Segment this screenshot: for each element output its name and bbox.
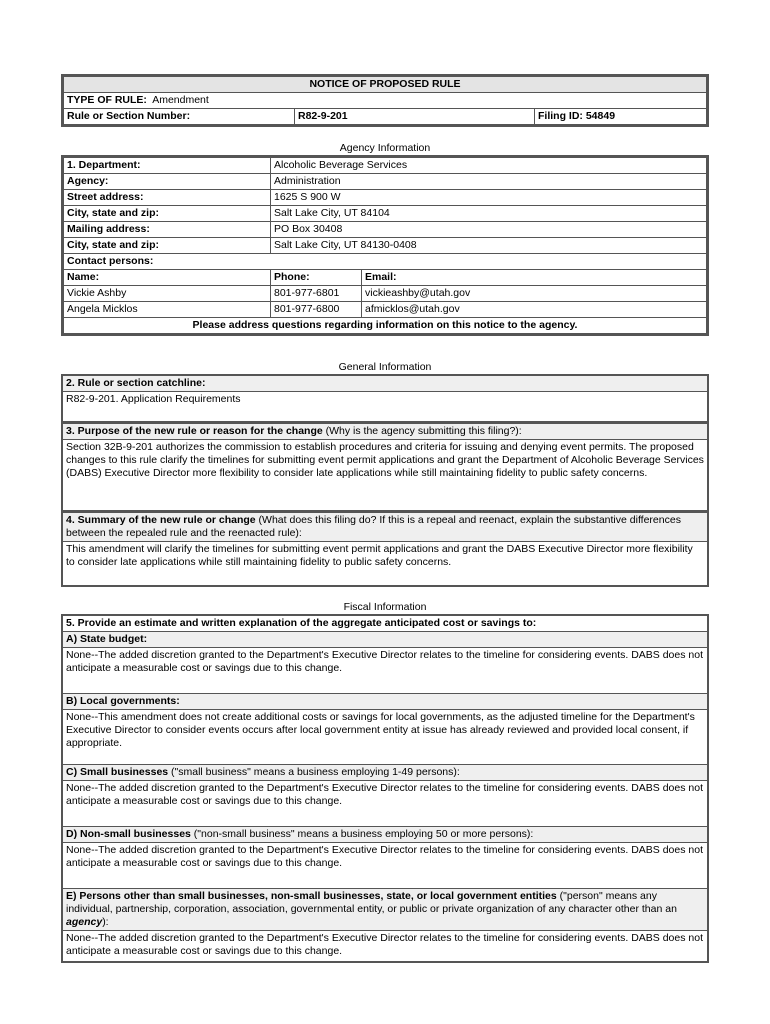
mailing-city-label: City, state and zip: (64, 238, 271, 254)
agency-table (61, 155, 709, 336)
summary-question: 4. Summary of the new rule or change (What does this filing do? If this is a repeal and reenact, explain the substantive differences between the repealed rule and the reenacted rule): (63, 513, 707, 542)
summary-section (61, 511, 709, 587)
small-business-answer: None--The added discretion granted to the Department's Executive Director relates to the timeline for considering events. DABS does not anticipate a measurable cost or savings due to this change. (63, 781, 707, 827)
summary-answer: This amendment will clarify the timelines for submitting event permit applications and grant the DABS Executive Director more flexibility to consider late applications while still maintaining fidelity to public safety concerns. (66, 543, 693, 568)
purpose-question: 3. Purpose of the new rule or reason for the change (Why is the agency submitting this filing?): (63, 424, 707, 440)
city-label: City, state and zip: (64, 206, 271, 222)
contact-name-header: Name: (64, 270, 271, 286)
contact-row (64, 286, 707, 302)
state-budget-label: A) State budget: (63, 632, 707, 648)
street-label: Street address: (64, 190, 271, 206)
notice-header (61, 74, 709, 127)
catchline-question: 2. Rule or section catchline: (63, 376, 707, 392)
contact-email-header: Email: (362, 270, 707, 286)
contact-phone-header: Phone: (271, 270, 362, 286)
contact-email: afmicklos@utah.gov (362, 302, 707, 318)
contact-name: Vickie Ashby (64, 286, 271, 302)
mailing-label: Mailing address: (64, 222, 271, 238)
contact-persons-label: Contact persons: (64, 254, 707, 270)
notice-title: NOTICE OF PROPOSED RULE (64, 77, 707, 93)
contact-email: vickieashby@utah.gov (362, 286, 707, 302)
type-of-rule: TYPE OF RULE: Amendment (64, 93, 707, 109)
contact-row (64, 302, 707, 318)
filing-id: Filing ID: 54849 (535, 109, 707, 125)
agency-value: Administration (271, 174, 707, 190)
city-value: Salt Lake City, UT 84104 (271, 206, 707, 222)
small-business-label: C) Small businesses ("small business" means a business employing 1-49 persons): (63, 765, 707, 781)
purpose-answer: Section 32B-9-201 authorizes the commission to establish procedures and criteria for issuing and denying event permits. The proposed changes to this rule clarify the timelines for submitting event permit applications and grant the Department of Alcoholic Beverage Services (DABS) Executive Director more flexibility to consider late applications while still maintaining fidelity to public safety concerns. (66, 441, 704, 479)
catchline-section (61, 374, 709, 423)
agency-heading: Agency Information (339, 142, 431, 154)
fiscal-heading: Fiscal Information (343, 601, 427, 613)
mailing-city-value: Salt Lake City, UT 84130-0408 (271, 238, 707, 254)
catchline-answer: R82-9-201. Application Requirements (66, 393, 241, 405)
state-budget-answer: None--The added discretion granted to the Department's Executive Director relates to the timeline for considering events. DABS does not anticipate a measurable cost or savings due to this change. (63, 648, 707, 694)
non-small-business-answer: None--The added discretion granted to the Department's Executive Director relates to the timeline for considering events. DABS does not anticipate a measurable cost or savings due to this change. (63, 843, 707, 889)
fiscal-question: 5. Provide an estimate and written explanation of the aggregate anticipated cost or savings to: (63, 616, 707, 632)
purpose-section (61, 422, 709, 512)
non-small-business-label: D) Non-small businesses ("non-small business" means a business employing 50 or more persons): (63, 827, 707, 843)
contact-phone: 801-977-6801 (271, 286, 362, 302)
rule-number-value: R82-9-201 (295, 109, 535, 125)
local-gov-answer: None--This amendment does not create additional costs or savings for local governments, as the adjusted timeline for the Department's Executive Director to consider events occurs after local government entity at issue has already reviewed and provided local consent, if appropriate. (63, 710, 707, 765)
rule-number-label: Rule or Section Number: (64, 109, 295, 125)
mailing-value: PO Box 30408 (271, 222, 707, 238)
fiscal-section (61, 614, 709, 963)
other-persons-label: E) Persons other than small businesses, non-small businesses, state, or local government entities ("person" means any individual, partnership, corporation, association, governmental entity, or public or private organization of any character other than an agency): (63, 889, 707, 931)
agency-label: Agency: (64, 174, 271, 190)
agency-footer-note: Please address questions regarding information on this notice to the agency. (64, 318, 707, 334)
contact-name: Angela Micklos (64, 302, 271, 318)
street-value: 1625 S 900 W (271, 190, 707, 206)
department-label: 1. Department: (64, 158, 271, 174)
general-heading: General Information (338, 361, 432, 373)
local-gov-label: B) Local governments: (63, 694, 707, 710)
department-value: Alcoholic Beverage Services (271, 158, 707, 174)
other-persons-answer: None--The added discretion granted to the Department's Executive Director relates to the timeline for considering events. DABS does not anticipate a measurable cost or savings due to this change. (66, 932, 704, 957)
contact-phone: 801-977-6800 (271, 302, 362, 318)
